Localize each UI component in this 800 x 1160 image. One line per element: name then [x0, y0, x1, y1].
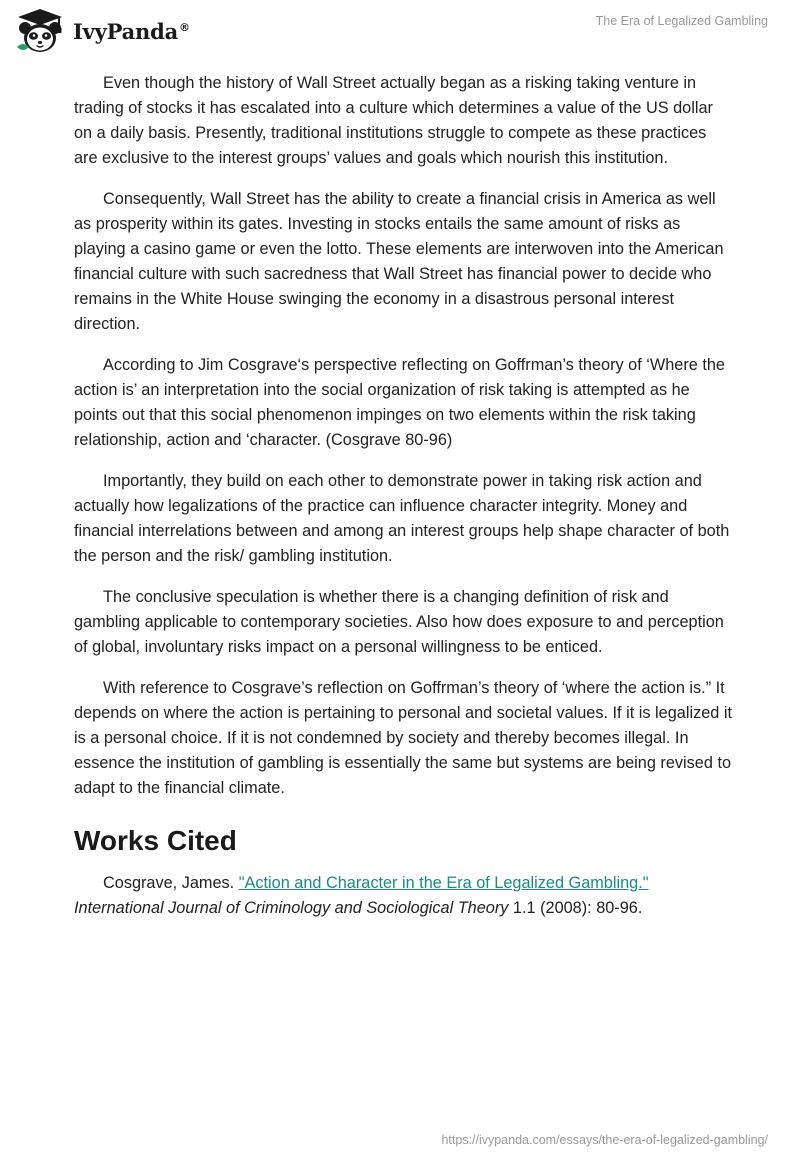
essay-paragraph: The conclusive speculation is whether there is a changing definition of risk and gambling applicable to contemporary societies. Also how does exposure to and perception of global, involuntary risks impact on a personal willingness to be enticed.: [74, 588, 724, 656]
works-cited-heading: Works Cited: [74, 825, 237, 856]
citation-entry: [74, 871, 734, 921]
ivypanda-logo[interactable]: [14, 7, 190, 55]
citation-details: 1.1 (2008): 80-96.: [508, 899, 643, 917]
document-title: The Era of Legalized Gambling: [595, 14, 768, 28]
registered-mark: ®: [179, 20, 190, 34]
citation-title-link[interactable]: "Action and Character in the Era of Legalized Gambling.": [238, 874, 649, 892]
essay-paragraph: Consequently, Wall Street has the ability to create a financial crisis in America as well as prosperity within its gates. Investing in stocks entails the same amount of risks as playing a casino game or even the lotto. These elements are interwoven into the American financial culture with such sacredness that Wall Street has financial power to decide who remains in the White House swinging the economy in a disastrous personal interest direction.: [74, 190, 724, 333]
essay-paragraph: According to Jim Cosgrave‘s perspective reflecting on Goffrman’s theory of ‘Where the action is’ an interpretation into the social organization of risk taking is attempted as he points out that this social phenomenon impinges on two elements within the risk taking relationship, action and ‘character. (Cosgrave 80-96): [74, 356, 725, 449]
brand-name: IvyPanda®: [73, 18, 190, 44]
source-url: https://ivypanda.com/essays/the-era-of-legalized-gambling/: [441, 1133, 768, 1147]
page-header: [0, 0, 800, 64]
essay-paragraph: Even though the history of Wall Street actually began as a risking taking venture in trading of stocks it has escalated into a culture which determines a value of the US dollar on a daily basis. Presently, traditional institutions struggle to compete as these practices are exclusive to the interest groups’ values and goals which nourish this institution.: [74, 74, 713, 167]
essay-content: [74, 71, 734, 921]
essay-paragraph: Importantly, they build on each other to demonstrate power in taking risk action and actually how legalizations of the practice can influence character integrity. Money and financial interrelations between and among an interest groups help shape character of both the person and the risk/ gambling institution.: [74, 472, 730, 565]
essay-paragraph: With reference to Cosgrave’s reflection on Goffrman’s theory of ‘where the action is.” It depends on where the action is pertaining to personal and societal values. If it is legalized it is a personal choice. If it is not condemned by society and thereby becomes illegal. In essence the institution of gambling is essentially the same but systems are being revised to adapt to the financial climate.: [74, 679, 732, 797]
citation-journal: International Journal of Criminology and Sociological Theory: [74, 899, 509, 917]
citation-author: Cosgrave, James.: [103, 874, 239, 892]
panda-graduate-icon: [14, 7, 66, 55]
